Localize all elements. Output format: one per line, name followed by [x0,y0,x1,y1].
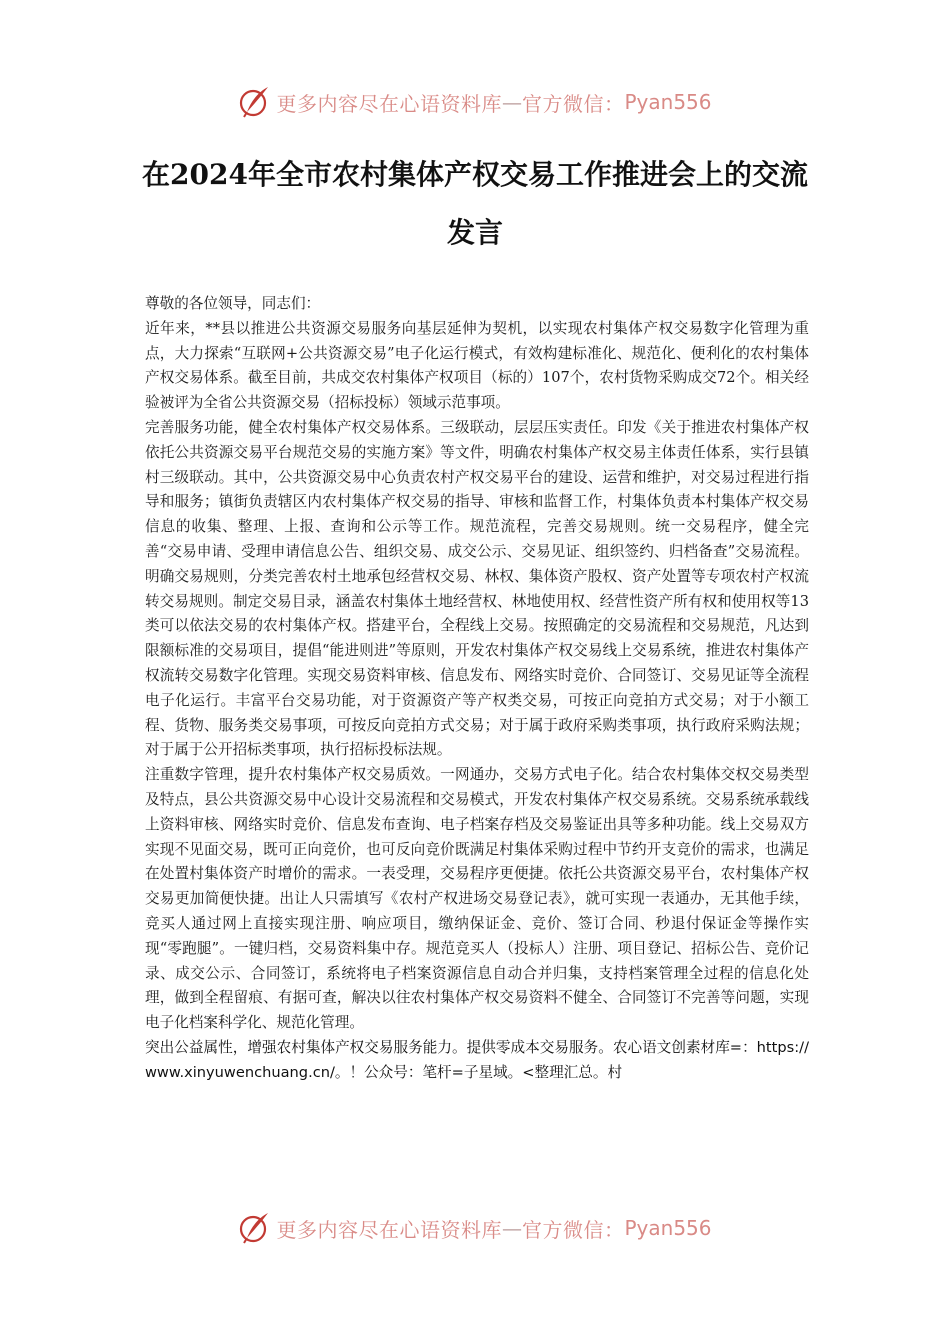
salutation: 尊敬的各位领导，同志们： [145,295,321,312]
paragraph-public-welfare: 突出公益属性，增强农村集体产权交易服务能力。提供零成本交易服务。农心语文创素材库=：https://www.xinyuwenchuang.cn/。！公众号：笔杆=子星域。<整理汇总。村 [145,1038,809,1081]
banner-label: 官方微信： [521,1217,625,1242]
banner-text: 更多内容尽在心语资料库 [276,1217,502,1242]
quill-logo-icon [238,1211,272,1245]
header-banner [0,80,950,124]
banner-separator: — [501,1216,522,1240]
banner-separator: — [501,90,522,114]
paragraph-digital-management: 注重数字管理，提升农村集体产权交易质效。一网通办，交易方式电子化。结合农村集体交权交易类型及特点，县公共资源交易中心设计交易流程和交易模式，开发农村集体产权交易系统。交易系统承载线上资料审核、网络实时竞价、信息发布查询、电子档案存档及交易鉴证出具等多种功能。线上交易双方实现不见面交易，既可正向竞价，也可反向竞价既满足村集体采购过程中节约开支竞价的需求，也满足在处置村集体资产时增价的需求。一表受理，交易程序更便捷。依托公共资源交易平台，农村集体产权交易更加简便快捷。出让人只需填写《农村产权进场交易登记表》，就可实现一表通办，无其他手续，竞买人通过网上直接实现注册、响应项目，缴纳保证金、竞价、签订合同、秒退付保证金等操作实现“零跑腿”。一键归档，交易资料集中存。规范竞买人（投标人）注册、项目登记、招标公告、竞价记录、成交公示、合同签订，系统将电子档案资源信息自动合并归集，支持档案管理全过程的信息化处理，做到全程留痕、有据可查，解决以往农村集体产权交易资料不健全、合同签订不完善等问题，实现电子化档案科学化、规范化管理。 [145,766,809,1032]
paragraph-intro: 近年来，**县以推进公共资源交易服务向基层延伸为契机，以实现农村集体产权交易数字化管理为重点，大力探索“互联网+公共资源交易”电子化运行模式，有效构建标准化、规范化、便利化的农村集体产权交易体系。截至目前，共成交农村集体产权项目（标的）107个，农村货物采购成交72个。相关经验被评为全省公共资源交易（招标投标）领域示范事项。 [145,319,809,412]
paragraph-service-function: 完善服务功能，健全农村集体产权交易体系。三级联动，层层压实责任。印发《关于推进农村集体产权依托公共资源交易平台规范交易的实施方案》等文件，明确农村集体产权交易主体责任体系，实行县镇村三级联动。其中，公共资源交易中心负责农村产权交易平台的建设、运营和维护，对交易过程进行指导和服务；镇街负责辖区内农村集体产权交易的指导、审核和监督工作，村集体负责本村集体产权交易信息的收集、整理、上报、查询和公示等工作。规范流程，完善交易规则。统一交易程序，健全完善“交易申请、受理申请信息公告、组织交易、成交公示、交易见证、组织签约、归档备查”交易流程。明确交易规则，分类完善农村土地承包经营权交易、林权、集体资产股权、资产处置等专项农村产权流转交易规则。制定交易目录，涵盖农村集体土地经营权、林地使用权、经营性资产所有权和使用权等13类可以依法交易的农村集体产权。搭建平台，全程线上交易。按照确定的交易流程和交易规范，凡达到限额标准的交易项目，提倡“能进则进”等原则，开发农村集体产权交易线上交易系统，推进农村集体产权流转交易数字化管理。实现交易资料审核、信息发布、网络实时竞价、合同签订、交易见证等全流程电子化运行。丰富平台交易功能，对于资源资产等产权类交易，可按正向竞拍方式交易；对于小额工程、货物、服务类交易事项，可按反向竞拍方式交易；对于属于政府采购类事项，执行政府采购法规；对于属于公开招标类事项，执行招标投标法规。 [145,418,809,759]
document-body [145,292,809,1086]
banner-wechat-id: Pyan556 [624,90,712,114]
document-title: 在2024年全市农村集体产权交易工作推进会上的交流发言 [142,158,808,249]
footer-banner [0,1206,950,1250]
banner-wechat-id: Pyan556 [624,1216,712,1240]
banner-text: 更多内容尽在心语资料库 [276,91,502,116]
quill-logo-icon [238,85,272,119]
banner-label: 官方微信： [521,91,625,116]
